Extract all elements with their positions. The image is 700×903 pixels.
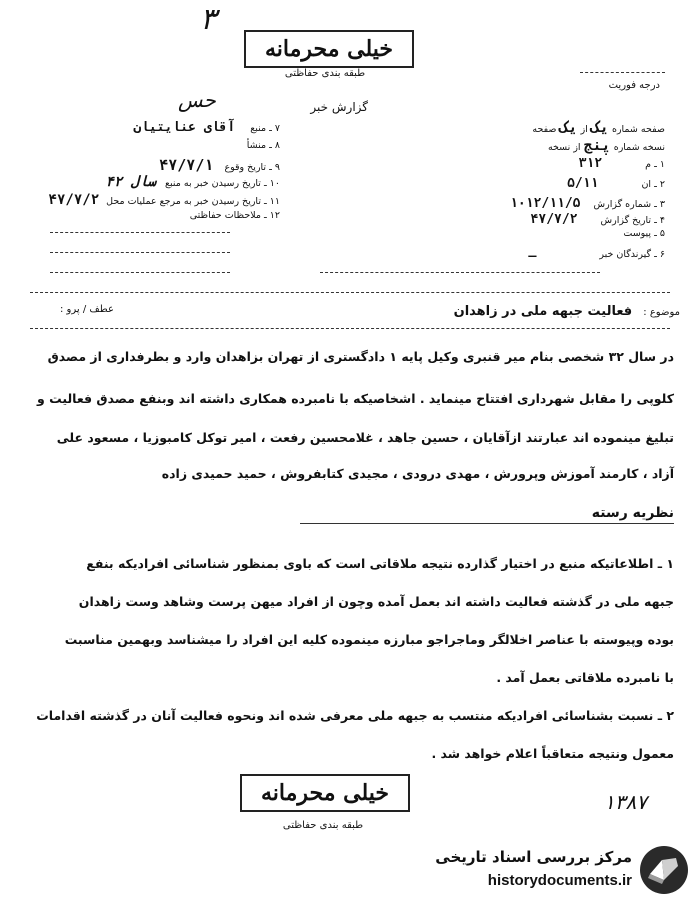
body-line: تبلیغ مینموده اند عبارتند ازآقایان ، حسین جاهد ، غلامحسین رفعت ، امیر توکل کامبوزیا ، مسعود علی bbox=[56, 430, 674, 445]
opinion-line: ۲ ـ نسبت بشناسائی افرادیکه منتسب به جبهه ملی معرفی شده اند ونحوه فعالیت آنان در گذشته اقدامات bbox=[36, 708, 674, 723]
subject-text: فعالیت جبهه ملی در زاهدان bbox=[453, 304, 633, 319]
field-recipients: ۶ ـ گیرندگان خبر ـ bbox=[528, 246, 665, 261]
field-page-number: صفحه شماره یک از یک صفحه bbox=[532, 118, 665, 136]
opinion-line: جبهه ملی در گذشته فعالیت داشته اند بعمل آمده وچون از افراد میهن پرست وشاهد وست زاهدان bbox=[78, 594, 674, 609]
reference-label: عطف / پرو : bbox=[60, 304, 114, 315]
body-line: کلوپی را مقابل شهرداری افتتاح مینماید . اشخاصیکه با نامبرده همکاری داشته اند وبنفع مصدق فعالیت و bbox=[37, 391, 674, 406]
right-fields-block bbox=[410, 118, 665, 264]
field-ops-receipt-date: ۱۱ ـ تاریخ رسیدن خبر به مرجع عملیات محل ۴۷/۷/۲ bbox=[48, 192, 280, 208]
field-attachment: ۵ ـ پیوست bbox=[623, 228, 665, 239]
field-source: ۷ ـ منبع آقای عنایتیان bbox=[133, 120, 280, 135]
book-logo-icon bbox=[638, 844, 690, 896]
field-copy-number: نسخه شماره پنج از نسخه bbox=[547, 136, 665, 154]
field-source-receipt-date: ۱۰ ـ تاریخ رسیدن خبر به منبع سال ۴۲ bbox=[105, 174, 280, 190]
subject-label: موضوع : bbox=[643, 307, 680, 318]
report-title: گزارش خبر bbox=[310, 100, 368, 114]
field-1: ۱ ـ م ۳۱۲ bbox=[578, 156, 665, 171]
archive-watermark bbox=[426, 842, 694, 898]
bottom-classification-label: طبقه بندی حفاظتی bbox=[282, 820, 364, 831]
body-paragraph bbox=[28, 342, 674, 498]
opinion-paragraph bbox=[28, 550, 674, 778]
top-classification-stamp: خیلی محرمانه bbox=[244, 30, 414, 68]
field-security-notes: ۱۲ ـ ملاحظات حفاظتی bbox=[189, 210, 280, 221]
opinion-heading: نظریه رسته bbox=[300, 505, 674, 524]
top-classification-label: طبقه بندی حفاظتی bbox=[284, 68, 366, 79]
opinion-line: ۱ ـ اطلاعاتیکه منبع در اختیار گذارده نتیجه ملاقاتی است که باوی بمنظور شناسائی افرادیکه بنفع bbox=[86, 556, 674, 571]
archive-url: historydocuments.ir bbox=[487, 872, 632, 889]
archive-name: مرکز بررسی اسناد تاریخی bbox=[435, 848, 632, 866]
bottom-classification-stamp: خیلی محرمانه bbox=[240, 774, 410, 812]
handwritten-note: ۱۳۸۷ bbox=[604, 790, 647, 814]
body-line: در سال ۳۲ شخصی بنام میر قنبری وکیل پایه ۱ دادگستری از تهران بزاهدان وارد و بطرفداری از مصدق bbox=[47, 349, 674, 364]
field-report-date: ۴ ـ تاریخ گزارش ۴۷/۷/۲ bbox=[530, 212, 665, 227]
opinion-line: با نامبرده ملاقاتی بعمل آمد . bbox=[496, 670, 674, 685]
urgency-label: درجه فوریت bbox=[608, 80, 660, 91]
opinion-line: معمول ونتیجه متعاقباً اعلام خواهد شد . bbox=[431, 746, 674, 761]
handwritten-initials: حس bbox=[178, 88, 216, 112]
left-fields-block bbox=[30, 120, 280, 226]
subject-row bbox=[60, 300, 680, 328]
field-origin: ۸ ـ منشأ bbox=[246, 140, 280, 151]
field-report-number: ۳ ـ شماره گزارش ۱۰۱۲/۱۱/۵ bbox=[510, 196, 665, 211]
body-line: آزاد ، کارمند آموزش وپرورش ، مهدی درودی ، مجیدی کتابفروش ، حمید حمیدی زاده bbox=[161, 466, 674, 481]
field-event-date: ۹ ـ تاریخ وقوع ۴۷/۷/۱ bbox=[159, 156, 280, 174]
opinion-line: بوده وپیوسته با عناصر اخلالگر وماجراجو مبارزه مینموده کلیه این افراد را میشناسد وبهمین مناسبت bbox=[64, 632, 674, 647]
corner-mark: ۳ bbox=[200, 2, 217, 37]
field-2: ۲ ـ ان ۵/۱۱ bbox=[567, 176, 665, 191]
